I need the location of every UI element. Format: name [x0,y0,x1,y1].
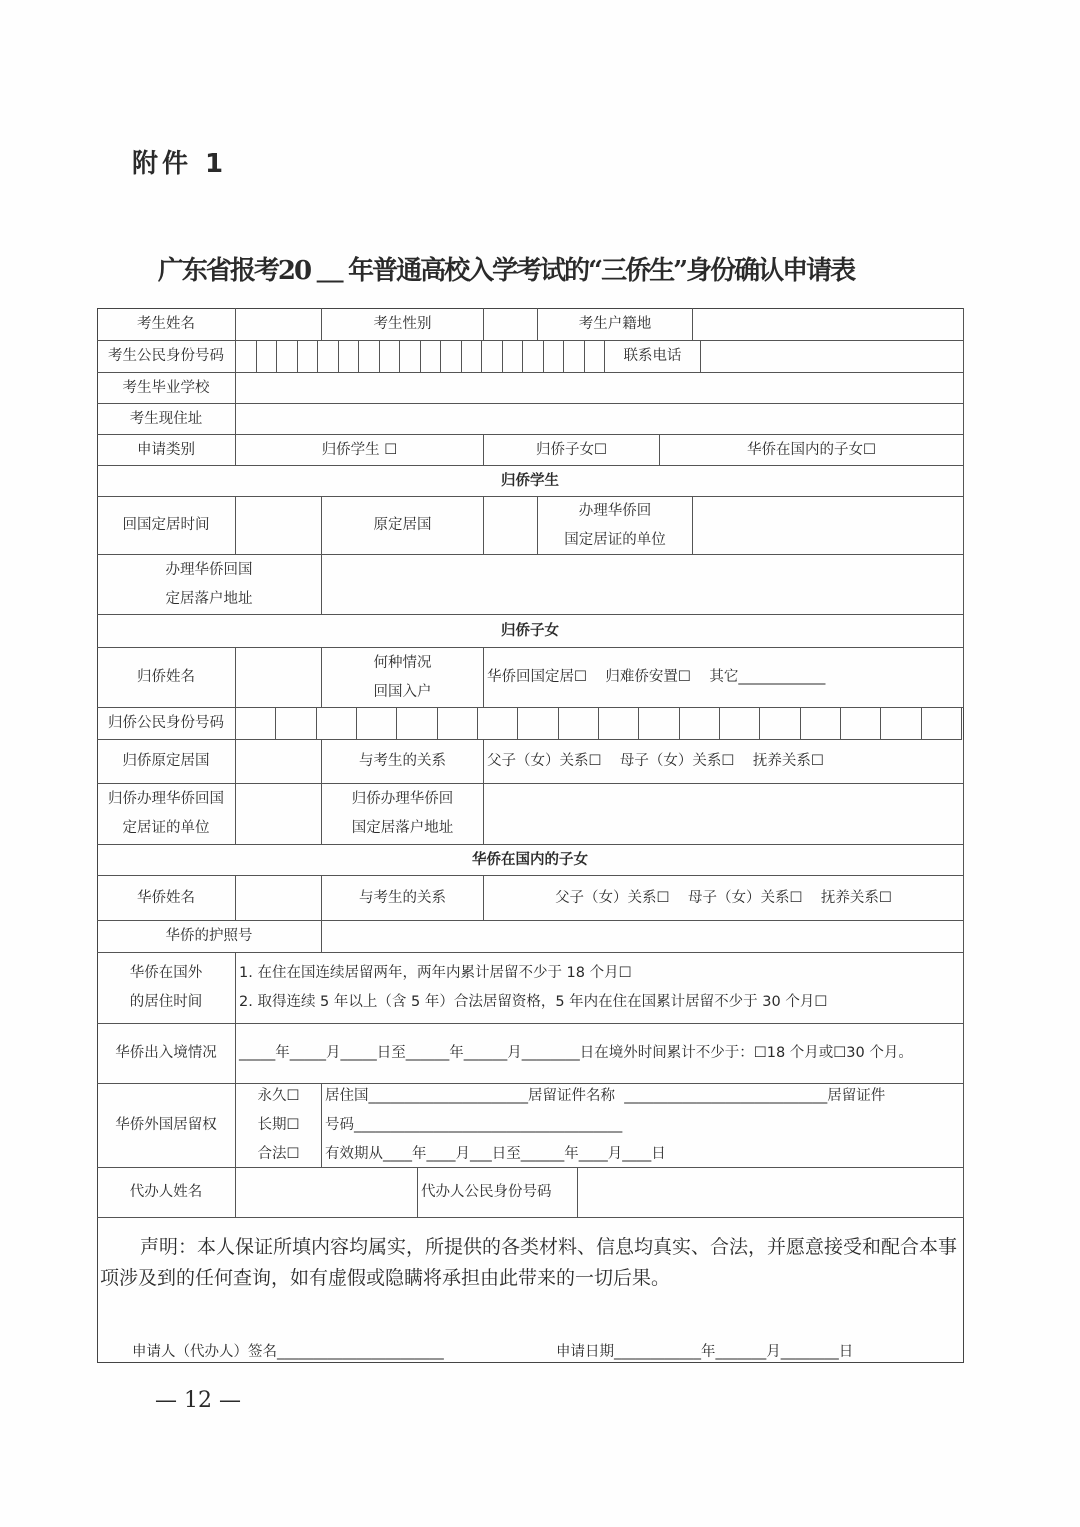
date-field[interactable]: 申请日期____________年_______月________日 [556,1344,854,1360]
input-cell[interactable] [585,341,606,373]
label-how-opts: 华侨回国定居☐ 归难侨安置☐ 其它____________ [484,648,964,708]
label-abroad-time: 华侨在国外 的居住时间 [97,953,236,1024]
input-cell[interactable] [482,341,503,373]
input-cell[interactable] [523,341,544,373]
label-abroad-opts: 1. 在住在国连续居留两年，两年内累计居留不少于 18 个月☐ 2. 取得连续 5 年以上（含 5 年）合法居留资格，5 年内在住在国累计居留不少于 30 个月☐ [236,953,964,1024]
label-cat-opts-2: 华侨在国内的子女☐ [660,435,964,466]
label-school: 考生毕业学校 [97,373,236,404]
input-cell[interactable] [881,708,921,740]
input-cell[interactable] [236,373,964,404]
input-cell[interactable] [257,341,278,373]
label-residence: 华侨外国居留权 [97,1084,236,1168]
label-settle-addr: 办理华侨回国 定居落户地址 [97,555,322,615]
label-res-types: 永久☐ 长期☐ 合法☐ [236,1084,322,1168]
label-how: 何种情况 回国入户 [322,648,484,708]
input-cell[interactable] [922,708,962,740]
input-cell[interactable] [421,341,442,373]
label-agent-id: 代办人公民身份号码 [418,1168,578,1218]
input-cell[interactable] [236,648,322,708]
label-cat-opts-0: 归侨学生 ☐ [236,435,484,466]
input-cell[interactable] [400,341,421,373]
input-cell[interactable] [478,708,518,740]
page-number: — 12 — [155,1388,241,1413]
input-cell[interactable] [599,708,639,740]
input-cell[interactable] [564,341,585,373]
input-cell[interactable] [559,708,599,740]
input-cell[interactable] [236,740,322,784]
input-cell[interactable] [236,1168,418,1218]
label-rel-opts: 父子（女）关系☐ 母子（女）关系☐ 抚养关系☐ [484,876,964,921]
label-rq-cert-unit: 归侨办理华侨回国 定居证的单位 [97,784,236,845]
input-cell[interactable] [693,308,964,341]
input-cell[interactable] [801,708,841,740]
label-name: 考生姓名 [97,308,236,341]
attachment-label: 附件 1 [132,149,228,179]
label-entry: 华侨出入境情况 [97,1024,236,1084]
input-cell[interactable] [318,341,339,373]
label-rq-settle: 归侨办理华侨回 国定居落户地址 [322,784,484,845]
label-hukou: 考生户籍地 [538,308,693,341]
input-cell[interactable] [236,308,322,341]
input-cell[interactable] [322,921,964,953]
label-orig-country: 原定居国 [322,497,484,555]
application-form-table [97,308,964,1363]
input-cell[interactable] [639,708,679,740]
input-cell[interactable] [236,404,964,435]
input-cell[interactable] [322,555,964,615]
input-cell[interactable] [484,497,538,555]
label-sec3: 华侨在国内的子女 [97,845,964,876]
input-cell[interactable] [317,708,357,740]
label-agent-name: 代办人姓名 [97,1168,236,1218]
label-sec2: 归侨子女 [97,615,964,648]
input-cell[interactable] [359,341,380,373]
input-cell[interactable] [397,708,437,740]
label-address: 考生现住址 [97,404,236,435]
input-cell[interactable] [276,708,316,740]
input-cell[interactable] [680,708,720,740]
label-rq-id: 归侨公民身份号码 [97,708,236,740]
input-cell[interactable] [544,341,565,373]
input-cell[interactable] [518,708,558,740]
input-cell[interactable] [236,784,322,845]
input-cell[interactable] [693,497,964,555]
label-gender: 考生性别 [322,308,484,341]
signature-field[interactable]: 申请人（代办人）签名_______________________ [132,1344,444,1360]
label-passport: 华侨的护照号 [97,921,322,953]
label-return-time: 回国定居时间 [97,497,236,555]
input-cell[interactable] [760,708,800,740]
input-cell[interactable] [578,1168,964,1218]
label-rq-name: 归侨姓名 [97,648,236,708]
input-cell[interactable] [720,708,760,740]
label-category: 申请类别 [97,435,236,466]
input-cell[interactable] [277,341,298,373]
input-cell[interactable] [236,341,257,373]
declaration-text: 声明：本人保证所填内容均属实，所提供的各类材料、信息均真实、合法，并愿意接受和配合本事项涉及到的任何查询，如有虚假或隐瞒将承担由此带来的一切后果。 [100,1236,958,1289]
label-cert-unit: 办理华侨回 国定居证的单位 [538,497,693,555]
label-cat-opts-1: 归侨子女☐ [484,435,660,466]
input-cell[interactable] [484,308,538,341]
input-cell[interactable] [298,341,319,373]
input-cell[interactable] [357,708,397,740]
label-entry-text: _____年_____月_____日至______年______月________日在境外时间累计不少于：☐18 个月或☐30 个月。 [236,1024,964,1084]
label-rel-opts: 父子（女）关系☐ 母子（女）关系☐ 抚养关系☐ [484,740,964,784]
label-hq-name: 华侨姓名 [97,876,236,921]
label-sec1: 归侨学生 [97,466,964,497]
input-cell[interactable] [438,708,478,740]
form-title: 广东省报考20 ＿ 年普通高校入学考试的“三侨生”身份确认申请表 [157,256,855,286]
input-cell[interactable] [701,341,964,373]
input-cell[interactable] [841,708,881,740]
label-id: 考生公民身份号码 [97,341,236,373]
label-res-text: 居住国______________________居留证件名称 ____________________________居留证件 号码_____________________________________ 有效期从____年____月___日至______年____月____日 [322,1084,964,1168]
input-cell[interactable] [236,497,322,555]
input-cell[interactable] [441,341,462,373]
label-relation: 与考生的关系 [322,740,484,784]
input-cell[interactable] [503,341,524,373]
input-cell[interactable] [380,341,401,373]
input-cell[interactable] [462,341,483,373]
label-rq-country: 归侨原定居国 [97,740,236,784]
input-cell[interactable] [236,876,322,921]
input-cell[interactable] [236,708,276,740]
input-cell[interactable] [484,784,964,845]
input-cell[interactable] [339,341,360,373]
label-phone: 联系电话 [605,341,701,373]
label-relation: 与考生的关系 [322,876,484,921]
